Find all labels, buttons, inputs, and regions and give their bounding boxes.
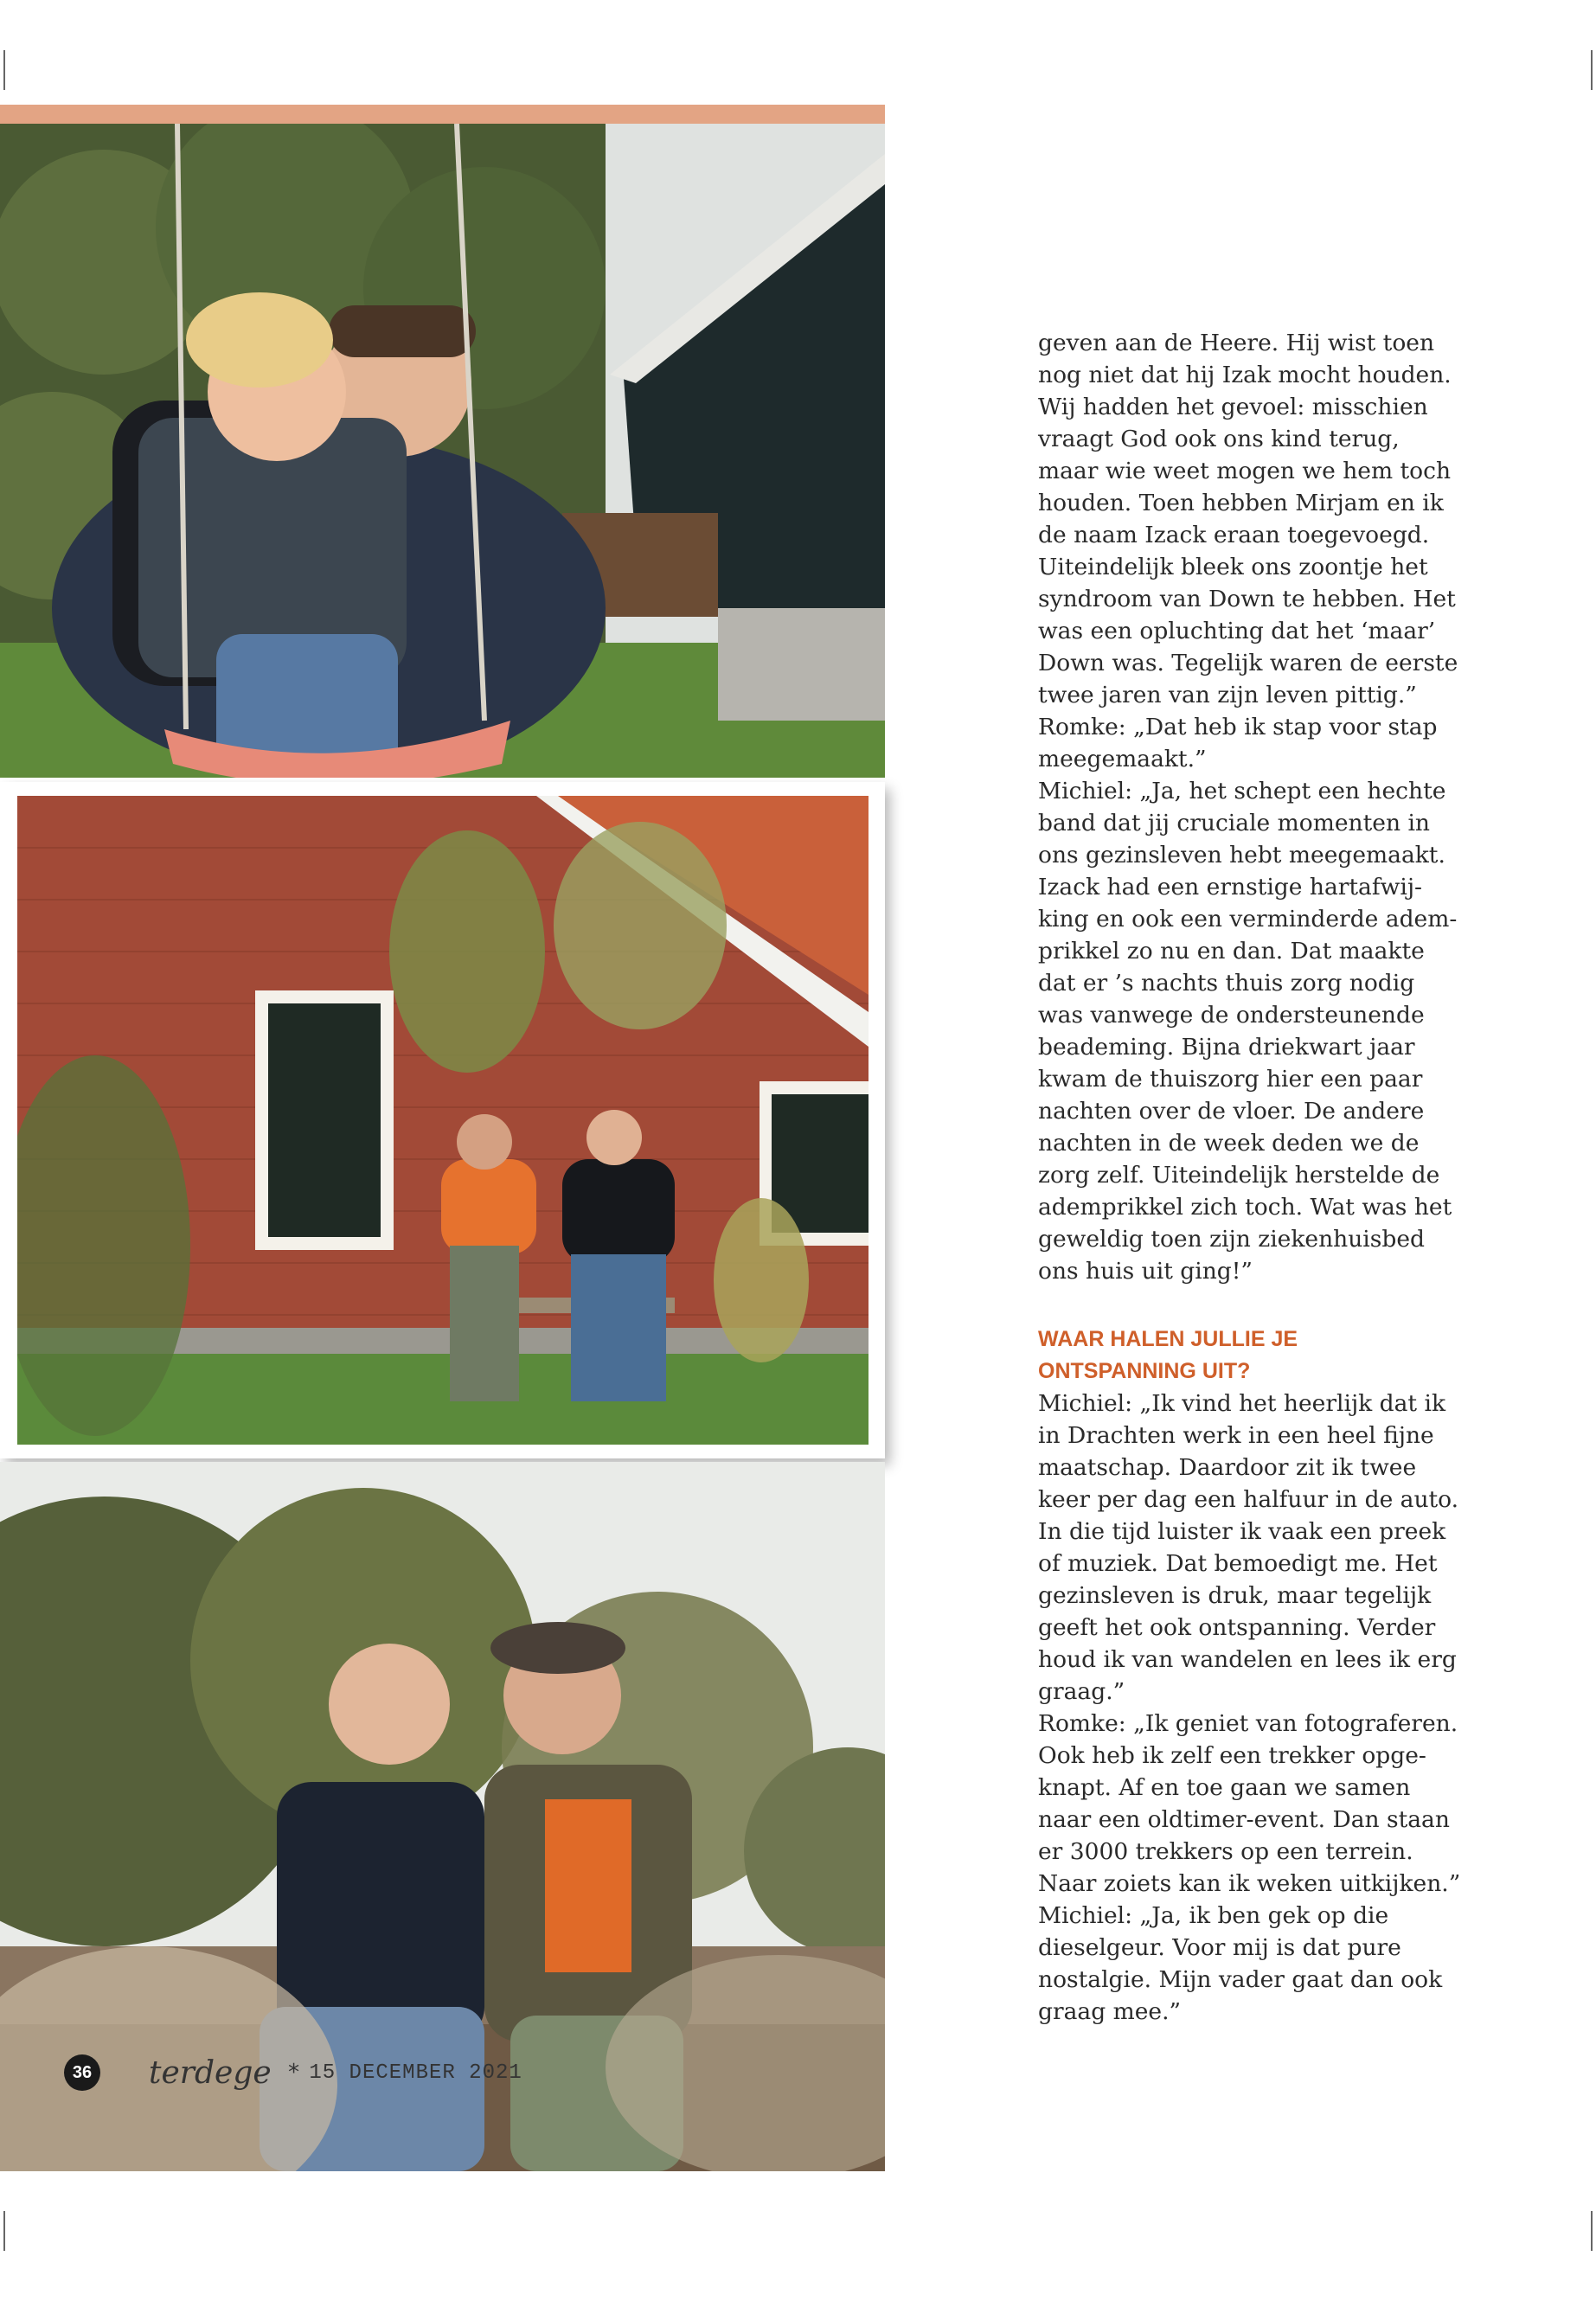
accent-bar <box>0 105 885 124</box>
magazine-brand: terdege <box>149 2054 272 2091</box>
crop-mark-bottom-right <box>1591 2211 1593 2251</box>
photo-swing <box>0 124 885 778</box>
issue-date: 15 DECEMBER 2021 <box>309 2061 522 2085</box>
photo-frame-brick-house <box>0 782 885 1458</box>
article-body-part-2: Michiel: „Ik vind het heerlijk dat ik in Drachten werk in een heel fijne maatschap. Daardoor zit ik twee keer per dag een halfuur in de auto. In die tijd luister ik vaak een preek of muziek. Dat bemoedigt me. Het gezinsleven is druk, maar tegelijk geeft het ook ontspanning. Verder houd ik van wandelen en lees ik erg graag.” Romke: „Ik geniet van fotograferen. Ook heb ik zelf een trekker opge- knapt. Af en toe gaan we samen naar een oldtimer-event. Dan staan er 3000 trekkers op een terrein. Naar zoiets kan ik weken uitkijken.” Michiel: „Ja, ik ben gek op die dieselgeur. Voor mij is dat pure nostalgie. Mijn vader gaat dan ook graag mee.” <box>1038 1390 1461 2025</box>
page-footer <box>64 2054 522 2092</box>
section-heading: WAAR HALEN JULLIE JE ONTSPANNING UIT? <box>1038 1327 1298 1383</box>
page-number: 36 <box>64 2054 100 2091</box>
separator-icon: * <box>286 2060 301 2086</box>
crop-mark-bottom-left <box>3 2211 5 2251</box>
crop-mark-top-right <box>1591 50 1593 90</box>
crop-mark-top-left <box>3 50 5 90</box>
photo-brick-house <box>17 796 869 1445</box>
article-body-part-1: geven aan de Heere. Hij wist toen nog niet dat hij Izak mocht houden. Wij hadden het gevoel: misschien vraagt God ook ons kind terug, maar wie weet mogen we hem toch houden. Toen hebben Mirjam en ik de naam Izack eraan toegevoegd. Uiteindelijk bleek ons zoontje het syndroom van Down te hebben. Het was een opluchting dat het ‘maar’ Down was. Tegelijk waren de eerste twee jaren van zijn leven pittig.” Romke: „Dat heb ik stap voor stap meegemaakt.” Michiel: „Ja, het schept een hechte band dat jij cruciale momenten in ons gezinsleven hebt meegemaakt. Izack had een ernstige hartafwij- king en ook een verminderde adem- prikkel zo nu en dan. Dat maakte dat er ’s nachts thuis zorg nodig was vanwege de ondersteunende beademing. Bijna driekwart jaar kwam de thuiszorg hier een paar nachten over de vloer. De andere nachten in de week deden we de zorg zelf. Uiteindelijk herstelde de ademprikkel zich toch. Wat was het geweldig toen zijn ziekenhuisbed ons huis uit ging!” <box>1038 330 1458 1285</box>
